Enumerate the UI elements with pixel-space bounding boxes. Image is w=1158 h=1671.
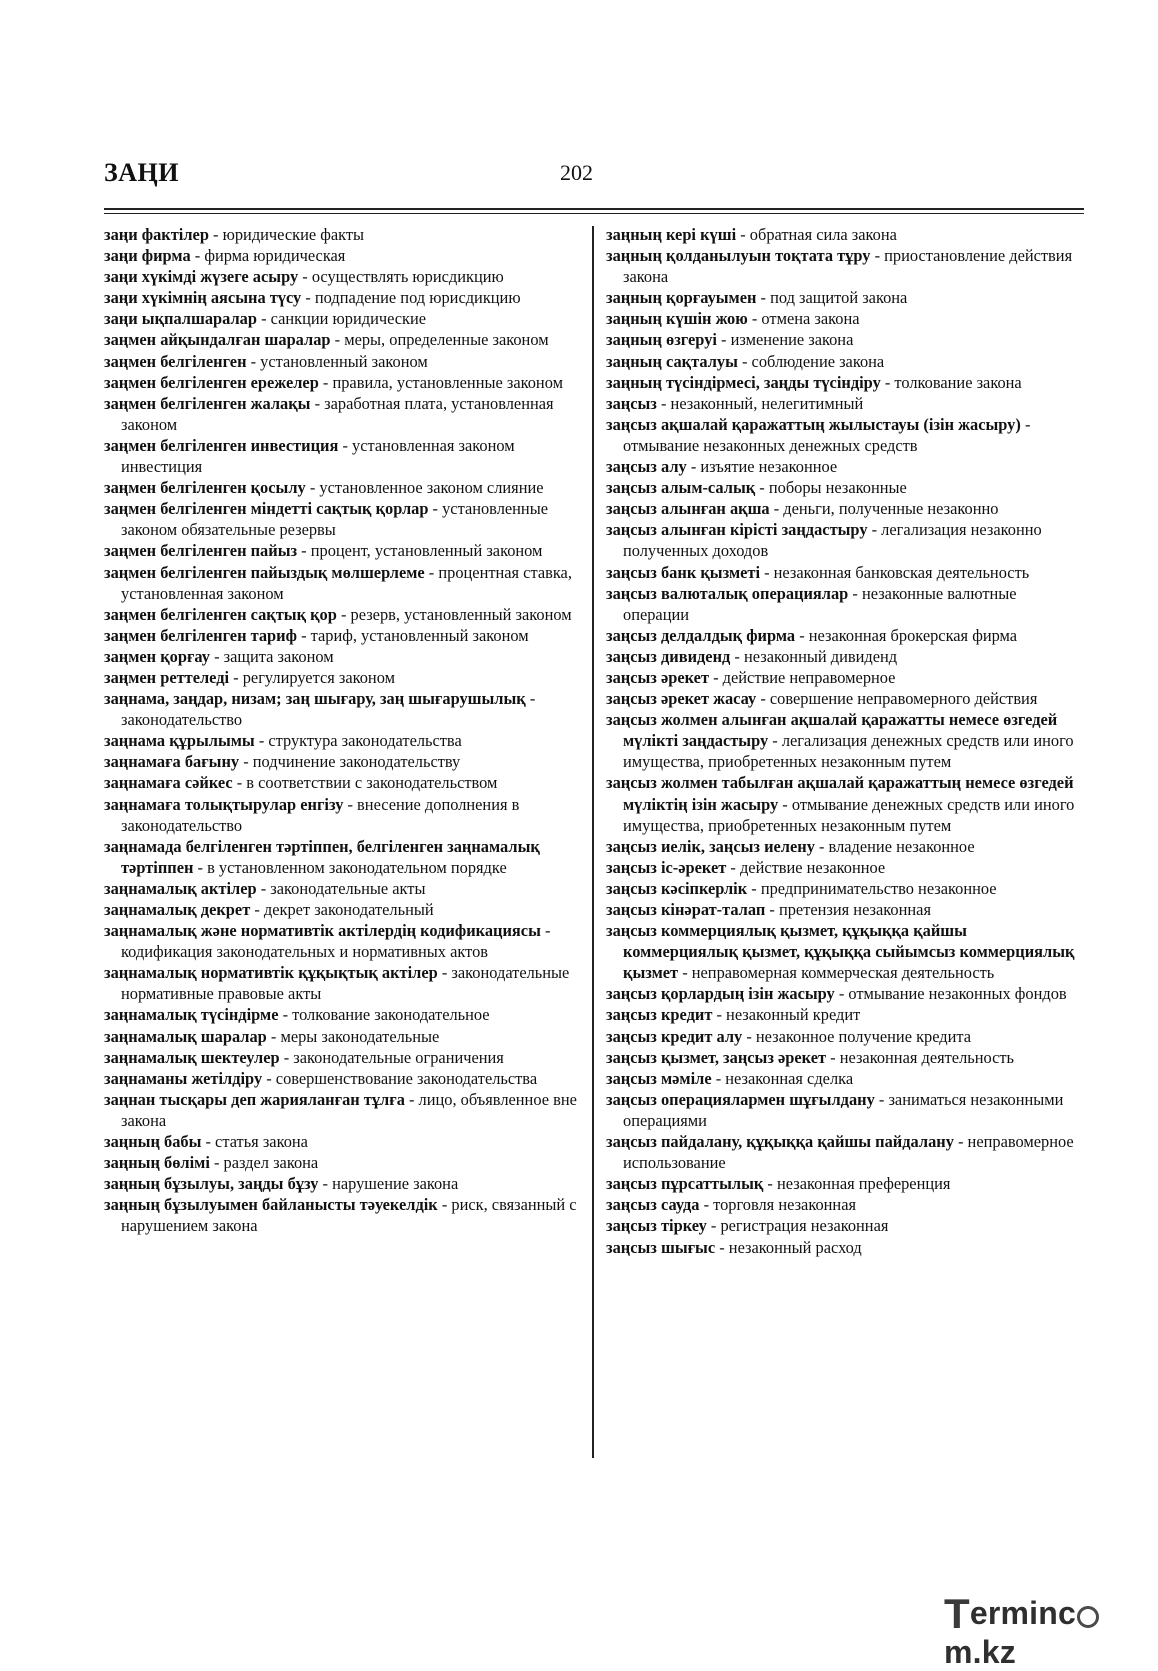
entry-definition: - незаконный кредит [712, 1005, 861, 1025]
entry-definition: - осуществлять юрисдикцию [298, 267, 504, 287]
dictionary-entry [606, 308, 1084, 329]
entry-term: заңсыз алынған кірісті заңдастыру [606, 520, 868, 540]
entry-term: заңсыз алынған ақша [606, 499, 770, 519]
dictionary-entry [606, 646, 1084, 667]
entry-definition: - претензия незаконная [765, 900, 931, 919]
entry-definition: - незаконная банковская деятельность [760, 562, 1030, 582]
entry-definition: - изменение закона [716, 330, 854, 350]
header-rule-thin [104, 213, 1084, 214]
entry-definition: - статья закона [201, 1132, 308, 1152]
entry-term: заңсыз валюталық операциялар [606, 583, 849, 603]
entry-term: заңнама құрылымы [104, 731, 255, 751]
entry-definition: - меры законодательные [266, 1026, 440, 1046]
watermark-logo [944, 1586, 1158, 1671]
dictionary-entry [606, 857, 1084, 878]
dictionary-entry [104, 604, 582, 625]
dictionary-entry [606, 477, 1084, 498]
entry-term: заңи ықпалшаралар [104, 309, 257, 329]
dictionary-entry [104, 372, 582, 393]
entry-term: заңсыз кредит алу [606, 1026, 743, 1046]
entry-definition: - заниматься незаконными операциями [623, 1089, 1064, 1130]
entry-term: заңның бөлімі [104, 1153, 210, 1173]
entry-definition: - приостановление действия закона [623, 246, 1073, 287]
dictionary-entry [606, 329, 1084, 350]
entry-definition: - действие неправомерное [709, 667, 896, 687]
dictionary-entry [606, 772, 1084, 835]
entry-term: заңсыз мәміле [606, 1068, 712, 1088]
entry-term: заңсыз коммерциялық қызмет, құқыққа қайшы коммерциялық қызмет, құқыққа сыйымсыз коммерциялық қызмет [606, 921, 1075, 983]
entry-term: заңмен белгіленген тариф [104, 625, 297, 645]
entry-definition: - законодательные ограничения [279, 1047, 504, 1067]
dictionary-entry [104, 772, 582, 793]
entry-definition: - незаконная брокерская фирма [795, 625, 1018, 645]
entry-definition: - установленный законом [246, 351, 428, 371]
entry-definition: - действие незаконное [726, 857, 886, 877]
dictionary-entry [606, 498, 1084, 519]
entry-term: заңнамаға толықтырулар енгізу [104, 794, 344, 814]
entry-definition: - отмена закона [747, 309, 860, 329]
entry-term: заңсыз жолмен табылған ақшалай қаражаттың немесе өзгедей мүліктің ізін жасыру [606, 773, 1074, 814]
dictionary-entry [104, 1194, 582, 1236]
entry-definition: - законодательство [121, 689, 536, 730]
entry-definition: - соблюдение закона [737, 351, 885, 371]
dictionary-entry [104, 540, 582, 561]
entry-definition: - нарушение закона [318, 1174, 459, 1194]
dictionary-entry [606, 393, 1084, 414]
entry-term: заңсыз дивиденд [606, 646, 731, 666]
entry-definition: - незаконная преференция [763, 1174, 951, 1194]
entry-definition: - под защитой закона [756, 288, 908, 308]
entry-definition: - изъятие незаконное [686, 457, 838, 477]
entry-definition: - отмывание денежных средств или иного имущества, приобретенных незаконным путем [623, 794, 1075, 835]
entry-definition: - раздел закона [209, 1153, 319, 1173]
entry-definition: - регистрация незаконная [706, 1216, 889, 1236]
page-number: 202 [560, 160, 593, 185]
watermark-text-domain: m.kz [944, 1634, 1016, 1670]
entry-definition: - незаконная сделка [711, 1068, 854, 1088]
entry-definition: - предпринимательство незаконное [747, 878, 997, 898]
dictionary-entry [104, 625, 582, 646]
dictionary-entry [606, 709, 1084, 772]
dictionary-entry [104, 836, 582, 878]
dictionary-entry [606, 456, 1084, 477]
dictionary-entry [606, 1089, 1084, 1131]
column-divider [592, 226, 594, 1458]
dictionary-entry [606, 414, 1084, 456]
entry-term: заңсыз пұрсаттылық [606, 1174, 764, 1194]
entry-definition: - заработная плата, установленная законом [121, 393, 554, 434]
dictionary-entry [104, 1004, 582, 1025]
entry-term: заңмен белгіленген жалақы [104, 393, 311, 413]
dictionary-entry [104, 1026, 582, 1047]
entry-term: заңнамаға бағыну [104, 752, 240, 772]
entry-definition: - толкование закона [880, 372, 1022, 392]
dictionary-entry [104, 477, 582, 498]
entry-term: заңның қолданылуын тоқтата тұру [606, 246, 871, 266]
entry-term: заңның бұзылуымен байланысты тәуекелдік [104, 1195, 438, 1215]
entry-definition: - тариф, установленный законом [296, 625, 529, 645]
entry-term: заңсыз иелік, заңсыз иелену [606, 836, 815, 856]
entry-term: заңмен реттеледі [104, 667, 230, 687]
entry-term: заңмен белгіленген міндетті сақтық қорлар [104, 499, 429, 519]
entry-term: заңмен белгіленген инвестиция [104, 435, 339, 455]
entry-definition: - деньги, полученные незаконно [769, 499, 999, 519]
entry-definition: - поборы незаконные [755, 478, 907, 498]
entry-definition: - незаконное получение кредита [742, 1026, 972, 1046]
entry-definition: - неправомерное использование [623, 1132, 1074, 1173]
entry-term: заңнамалық шектеулер [104, 1047, 280, 1067]
entry-term: заңнамаға сәйкес [104, 773, 233, 793]
entry-term: заңмен белгіленген [104, 351, 247, 371]
entry-term: заңсыз жолмен алынған ақшалай қаражатты немесе өзгедей мүлікті заңдастыру [606, 710, 1058, 751]
entry-term: заңсыз делдалдық фирма [606, 625, 796, 645]
entry-definition: - декрет законодательный [250, 900, 434, 919]
entry-definition: - незаконный дивиденд [730, 646, 898, 666]
dictionary-entry [104, 920, 582, 962]
dictionary-entry [606, 519, 1084, 561]
entry-definition: - легализация незаконно полученных доходов [623, 520, 1042, 561]
entry-definition: - законодательные акты [256, 878, 426, 898]
dictionary-entry [104, 498, 582, 540]
entry-term: заңсыз кінәрат-талап [606, 900, 766, 919]
entry-definition: - отмывание незаконных фондов [834, 984, 1067, 1004]
dictionary-entry [606, 562, 1084, 583]
dictionary-entry [104, 1068, 582, 1089]
dictionary-entry [104, 1131, 582, 1152]
dictionary-entry [104, 393, 582, 435]
entry-term: заңнамалық актілер [104, 878, 257, 898]
dictionary-entry [606, 1194, 1084, 1215]
entry-definition: - регулируется законом [229, 667, 395, 687]
watermark-letter-t: T [944, 1590, 970, 1637]
entry-term: заңнамалық нормативтік құқықтық актілер [104, 963, 438, 983]
entry-term: заңнамалық түсіндірме [104, 1005, 279, 1025]
entry-term: заңсыз банк қызметі [606, 562, 760, 582]
entry-definition: - кодификация законодательных и нормативных актов [121, 921, 551, 962]
dictionary-entry [104, 730, 582, 751]
dictionary-entry [104, 962, 582, 1004]
entry-definition: - легализация денежных средств или иного имущества, приобретенных незаконным путем [623, 731, 1074, 772]
dictionary-entry [606, 1131, 1084, 1173]
entry-term: заңсыз қызмет, заңсыз әрекет [606, 1047, 827, 1067]
entry-term: заңмен белгіленген сақтық қор [104, 604, 337, 624]
dictionary-entry [606, 372, 1084, 393]
entry-term: заңмен қорғау [104, 646, 210, 666]
entry-definition: - отмывание незаконных денежных средств [623, 414, 1031, 455]
entry-term: заңның сақталуы [606, 351, 738, 371]
entry-term: заңның өзгеруі [606, 330, 717, 350]
entry-definition: - установленные законом обязательные резервы [121, 499, 548, 540]
entry-term: заңсыз іс-әрекет [606, 857, 727, 877]
dictionary-entry [606, 1215, 1084, 1236]
entry-term: заңсыз әрекет [606, 667, 710, 687]
entry-term: заңнама, заңдар, низам; заң шығару, заң шығарушылық [104, 689, 526, 709]
entry-definition: - незаконная деятельность [826, 1047, 1015, 1067]
entry-definition: - внесение дополнения в законодательство [121, 794, 520, 835]
dictionary-entry [606, 287, 1084, 308]
dictionary-entry [606, 245, 1084, 287]
dictionary-entry [606, 878, 1084, 899]
entry-definition: - фирма юридическая [190, 246, 346, 266]
dictionary-entry [104, 351, 582, 372]
dictionary-entry [104, 435, 582, 477]
entry-term: заңмен белгіленген пайыздық мөлшерлеме [104, 562, 425, 582]
entry-definition: - резерв, установленный законом [336, 604, 572, 624]
dictionary-entry [606, 1173, 1084, 1194]
entry-definition: - подчинение законодательству [239, 752, 461, 772]
entry-definition: - в установленном законодательном порядке [193, 857, 507, 877]
entry-definition: - риск, связанный с нарушением закона [121, 1195, 577, 1236]
entry-definition: - владение незаконное [814, 836, 975, 856]
watermark-text-part: erminc [969, 1595, 1076, 1631]
dictionary-entry [606, 920, 1084, 983]
entry-term: заңсыз тіркеу [606, 1216, 707, 1236]
entry-term: заңсыз пайдалану, құқыққа қайшы пайдалану [606, 1132, 954, 1152]
dictionary-entry [606, 667, 1084, 688]
entry-definition: - санкции юридические [256, 309, 427, 329]
entry-definition: - подпадение под юрисдикцию [301, 288, 521, 308]
dictionary-entry [606, 351, 1084, 372]
entry-definition: - законодательные нормативные правовые акты [121, 963, 570, 1004]
entry-term: заңның кері күші [606, 225, 737, 244]
dictionary-entry [606, 836, 1084, 857]
dictionary-entry [606, 625, 1084, 646]
entry-definition: - меры, определенные законом [330, 330, 549, 350]
entry-term: заңи хүкімнің аясына түсу [104, 288, 302, 308]
watermark-o-icon [1077, 1606, 1099, 1628]
dictionary-entry [606, 1237, 1084, 1258]
dictionary-entry [104, 245, 582, 266]
dictionary-entry [606, 224, 1084, 245]
entry-term: заңнан тысқары деп жарияланған тұлға [104, 1089, 405, 1109]
entry-term: заңнаманы жетілдіру [104, 1068, 263, 1088]
entry-term: заңның бұзылуы, заңды бұзу [104, 1174, 319, 1194]
dictionary-entry [104, 224, 582, 245]
dictionary-entry [104, 667, 582, 688]
entry-term: заңмен айқындалған шаралар [104, 330, 331, 350]
dictionary-entry [606, 899, 1084, 920]
entry-term: заңмен белгіленген пайыз [104, 541, 298, 561]
dictionary-entry [606, 1026, 1084, 1047]
entry-term: заңнамалық шаралар [104, 1026, 267, 1046]
entry-definition: - обратная сила закона [736, 225, 897, 244]
right-column [606, 224, 1084, 1258]
entry-term: заңи хүкімді жүзеге асыру [104, 267, 299, 287]
dictionary-entry [104, 562, 582, 604]
dictionary-entry [104, 266, 582, 287]
dictionary-entry [104, 1089, 582, 1131]
dictionary-entry [606, 688, 1084, 709]
entry-term: заңсыз [606, 393, 657, 413]
entry-definition: - незаконный расход [715, 1237, 862, 1257]
entry-definition: - установленная законом инвестиция [121, 435, 515, 477]
entry-term: заңсыз операциялармен шұғылдану [606, 1089, 875, 1109]
dictionary-entry [104, 308, 582, 329]
entry-term: заңның бабы [104, 1132, 202, 1152]
entry-definition: - установленное законом слияние [305, 478, 544, 498]
entry-term: заңсыз алым-салық [606, 478, 756, 498]
dictionary-entry [104, 794, 582, 836]
dictionary-entry [104, 329, 582, 350]
entry-definition: - незаконный, нелегитимный [656, 393, 864, 413]
dictionary-entry [606, 1068, 1084, 1089]
entry-term: заңсыз шығыс [606, 1237, 716, 1257]
entry-definition: - неправомерная коммерческая деятельность [678, 963, 995, 983]
entry-term: заңсыз кәсіпкерлік [606, 878, 748, 898]
running-header-word: ЗАҢИ [104, 158, 179, 187]
entry-term: заңи фактілер [104, 225, 209, 244]
entry-term: заңмен белгіленген қосылу [104, 478, 306, 498]
entry-term: заңнамалық және нормативтік актілердің кодификациясы [104, 921, 541, 941]
dictionary-entry [606, 583, 1084, 625]
dictionary-entry [104, 287, 582, 308]
entry-term: заңсыз қорлардың ізін жасыру [606, 984, 835, 1004]
entry-definition: - совершение неправомерного действия [756, 689, 1038, 709]
dictionary-entry [104, 878, 582, 899]
dictionary-entry [104, 1173, 582, 1194]
entry-definition: - в соответствии с законодательством [232, 773, 498, 793]
dictionary-entry [606, 983, 1084, 1004]
entry-definition: - процентная ставка, установленная законом [121, 562, 572, 603]
entry-term: заңсыз ақшалай қаражаттың жылыстауы (ізін жасыру) [606, 414, 1021, 434]
entry-term: заңның қорғауымен [606, 288, 757, 308]
entry-definition: - лицо, объявленное вне закона [121, 1089, 577, 1130]
entry-term: заңнамалық декрет [104, 900, 251, 919]
dictionary-entry [606, 1047, 1084, 1068]
entry-definition: - структура законодательства [254, 731, 462, 751]
dictionary-entry [104, 751, 582, 772]
dictionary-entry [104, 1047, 582, 1068]
header-rule-thick [104, 208, 1084, 210]
entry-definition: - правила, установленные законом [318, 372, 563, 392]
dictionary-entry [104, 688, 582, 730]
entry-definition: - толкование законодательное [278, 1005, 490, 1025]
entry-term: заңның түсіндірмесі, заңды түсіндіру [606, 372, 881, 392]
entry-term: заңмен белгіленген ережелер [104, 372, 319, 392]
entry-definition: - торговля незаконная [699, 1195, 857, 1215]
entry-term: заңның күшін жою [606, 309, 748, 329]
entry-definition: - юридические факты [208, 225, 365, 244]
entry-definition: - незаконные валютные операции [623, 583, 1017, 624]
entry-term: заңнамада белгіленген тәртіппен, белгіленген заңнамалық тәртіппен [104, 836, 540, 877]
entry-term: заңсыз кредит [606, 1005, 713, 1025]
dictionary-entry [104, 899, 582, 920]
left-column [104, 224, 582, 1237]
entry-definition: - совершенствование законодательства [262, 1068, 538, 1088]
entry-term: заңсыз әрекет жасау [606, 689, 757, 709]
dictionary-entry [104, 1152, 582, 1173]
dictionary-entry [104, 646, 582, 667]
entry-term: заңсыз сауда [606, 1195, 700, 1215]
entry-term: заңи фирма [104, 246, 191, 266]
entry-definition: - процент, установленный законом [297, 541, 543, 561]
entry-definition: - защита законом [209, 646, 334, 666]
entry-term: заңсыз алу [606, 457, 687, 477]
dictionary-entry [606, 1004, 1084, 1025]
